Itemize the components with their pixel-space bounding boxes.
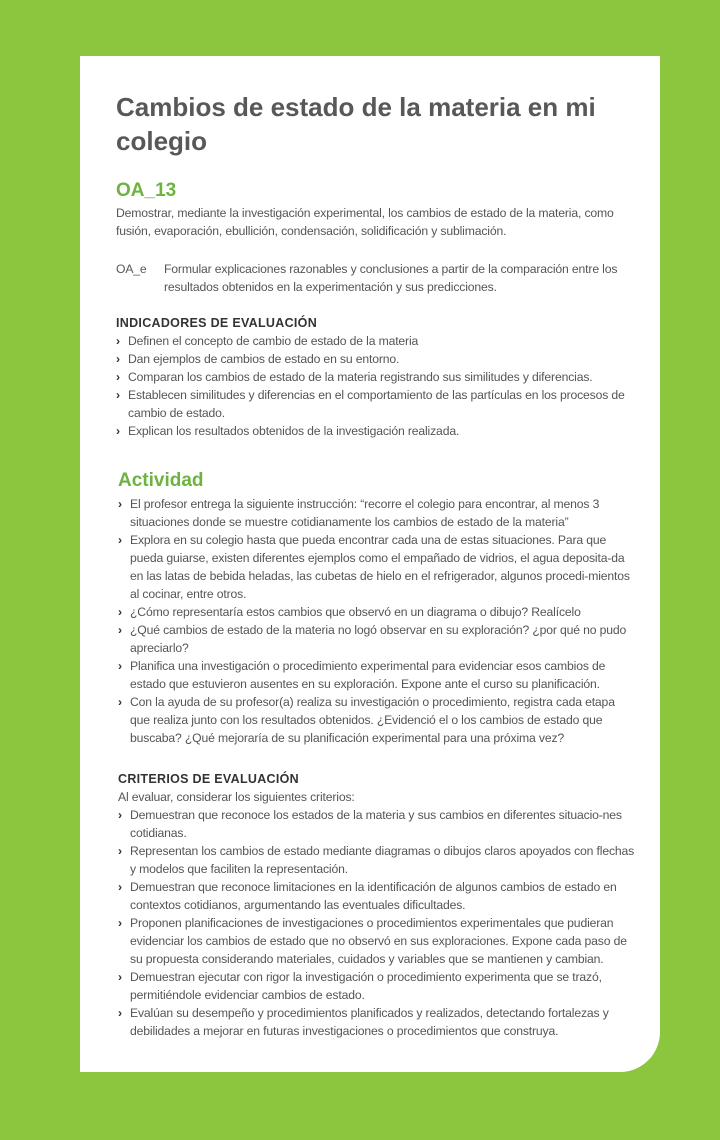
list-item: › Planifica una investigación o procedimiento experimental para evidenciar esos cambios de estado que estuvieron ausentes en su exploración. Expone ante el curso su planificación. <box>118 657 636 693</box>
criteria-heading: CRITERIOS DE EVALUACIÓN <box>118 772 299 786</box>
criteria-section <box>118 770 638 1040</box>
indicators-list <box>116 332 636 440</box>
skill-row <box>116 260 636 296</box>
list-item: › ¿Cómo representaría estos cambios que observó en un diagrama o dibujo? Realícelo <box>118 603 636 621</box>
list-item: › El profesor entrega la siguiente instrucción: “recorre el colegio para encontrar, al menos 3 situaciones donde se muestre cotidianamente los cambios de estado de la materia” <box>118 495 636 531</box>
list-item: › Demuestran ejecutar con rigor la investigación o procedimiento experimenta que se trazó, permitiéndole evidenciar cambios de estado. <box>118 968 638 1004</box>
list-item: › Dan ejemplos de cambios de estado en su entorno. <box>116 350 636 368</box>
activity-list <box>118 495 636 747</box>
list-item: › Proponen planificaciones de investigaciones o procedimientos experimentales que pudieran evidenciar los cambios de estado que no observó en sus exploraciones. Expone cada paso de su propuesta considerando materiales, cuidados y variables que se mantienen y cambian. <box>118 914 638 968</box>
skill-description: Formular explicaciones razonables y conclusiones a partir de la comparación entre los resultados obtenidos en la experimentación y sus predicciones. <box>164 262 618 294</box>
criteria-intro: Al evaluar, considerar los siguientes criterios: <box>118 790 355 804</box>
document-card <box>80 56 660 1072</box>
indicators-heading: INDICADORES DE EVALUACIÓN <box>116 316 318 330</box>
criteria-list <box>118 806 638 1040</box>
list-item: › Con la ayuda de su profesor(a) realiza su investigación o procedimiento, registra cada etapa que realiza junto con los resultados obtenidos. ¿Evidenció el o los cambios de estado que buscaba? ¿Qué mejoraría de su planificación experimental para una próxima vez? <box>118 693 636 747</box>
list-item: › Representan los cambios de estado mediante diagramas o dibujos claros apoyados con flechas y modelos que faciliten la representación. <box>118 842 638 878</box>
list-item: › Establecen similitudes y diferencias en el comportamiento de las partículas en los procesos de cambio de estado. <box>116 386 636 422</box>
objective-description: Demostrar, mediante la investigación experimental, los cambios de estado de la materia, como fusión, evaporación, ebullición, condensación, solidificación y sublimación. <box>116 206 614 238</box>
page-title: Cambios de estado de la materia en mi colegio <box>116 92 596 156</box>
objective-code: OA_13 <box>116 180 177 201</box>
list-item: › Comparan los cambios de estado de la materia registrando sus similitudes y diferencias. <box>116 368 636 386</box>
list-item: › Evalúan su desempeño y procedimientos planificados y realizados, detectando fortalezas y debilidades a mejorar en futuras investigaciones o procedimientos que construya. <box>118 1004 638 1040</box>
list-item: › Demuestran que reconoce los estados de la materia y sus cambios en diferentes situacio-nes cotidianas. <box>118 806 638 842</box>
list-item: › ¿Qué cambios de estado de la materia no logó observar en su exploración? ¿por qué no pudo apreciarlo? <box>118 621 636 657</box>
list-item: › Demuestran que reconoce limitaciones en la identificación de algunos cambios de estado en contextos cotidianos, argumentando las eventuales dificultades. <box>118 878 638 914</box>
indicators-section <box>116 314 636 440</box>
skill-code: OA_e <box>116 262 147 276</box>
list-item: › Explican los resultados obtenidos de la investigación realizada. <box>116 422 636 440</box>
list-item: › Explora en su colegio hasta que pueda encontrar cada una de estas situaciones. Para que pueda guiarse, existen diferentes ejemplos como el empañado de vidrios, el agua deposita-da en las latas de bebida heladas, las cubetas de hielo en el refrigerador, algunos procedi-mientos al cocinar, entre otros. <box>118 531 636 603</box>
list-item: › Definen el concepto de cambio de estado de la materia <box>116 332 636 350</box>
activity-heading: Actividad <box>118 470 204 491</box>
